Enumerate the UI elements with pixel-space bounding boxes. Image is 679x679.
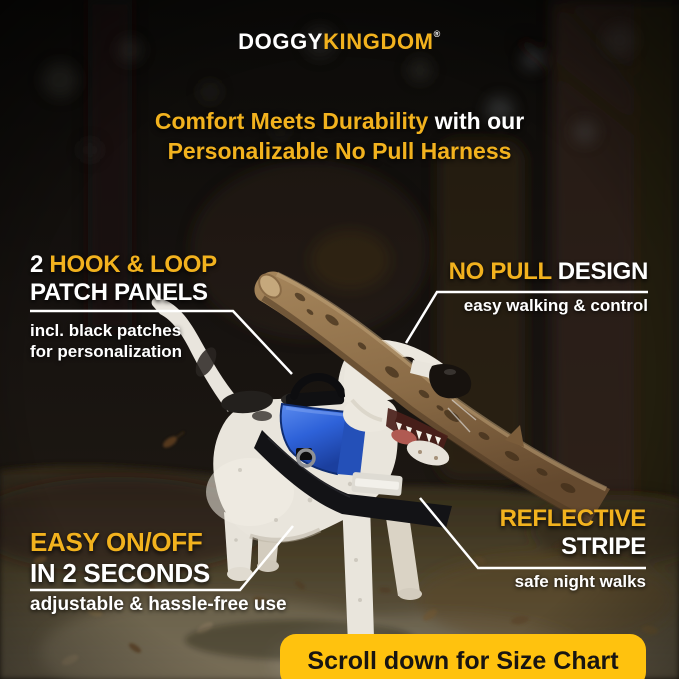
patch-panels-title-line2: PATCH PANELS [30, 279, 208, 306]
no-pull-accent: NO PULL [448, 258, 552, 285]
brand-logo [0, 29, 679, 55]
callout-patch-panels-subtitle [30, 320, 182, 362]
callout-reflective-subtitle: safe night walks [514, 572, 646, 591]
patch-panels-subtitle-line1: incl. black patches [30, 321, 182, 340]
callout-patch-panels-title [30, 251, 217, 307]
callout-reflective-title [500, 505, 646, 561]
headline-line1-rest: with our [428, 108, 525, 134]
no-pull-rest: DESIGN [551, 258, 648, 285]
reflective-line1: REFLECTIVE [499, 505, 646, 532]
reflective-line2: STRIPE [561, 533, 646, 560]
callout-no-pull-subtitle: easy walking & control [463, 296, 648, 315]
patch-panels-title-line1 [30, 251, 217, 279]
headline-line2: Personalizable No Pull Harness [167, 138, 512, 164]
patch-panels-count: 2 [30, 251, 50, 278]
headline [0, 106, 679, 166]
size-chart-button[interactable]: Scroll down for Size Chart [280, 634, 646, 679]
callout-no-pull-title [449, 258, 648, 286]
headline-line1-accent: Comfort Meets Durability [154, 108, 429, 134]
headline-line1 [0, 106, 679, 136]
logo-word-doggy: DOGGY [238, 29, 324, 54]
patch-panels-subtitle-line2: for personalization [30, 342, 183, 361]
easy-onoff-line1: EASY ON/OFF [30, 527, 203, 557]
callout-easy-onoff-title [30, 527, 210, 589]
registered-mark-icon: ® [433, 29, 441, 39]
patch-panels-accent: HOOK & LOOP [49, 251, 217, 278]
callout-easy-onoff-subtitle: adjustable & hassle-free use [30, 594, 287, 615]
logo-word-kingdom: KINGDOM [323, 29, 434, 54]
easy-onoff-line2: IN 2 SECONDS [30, 558, 210, 588]
